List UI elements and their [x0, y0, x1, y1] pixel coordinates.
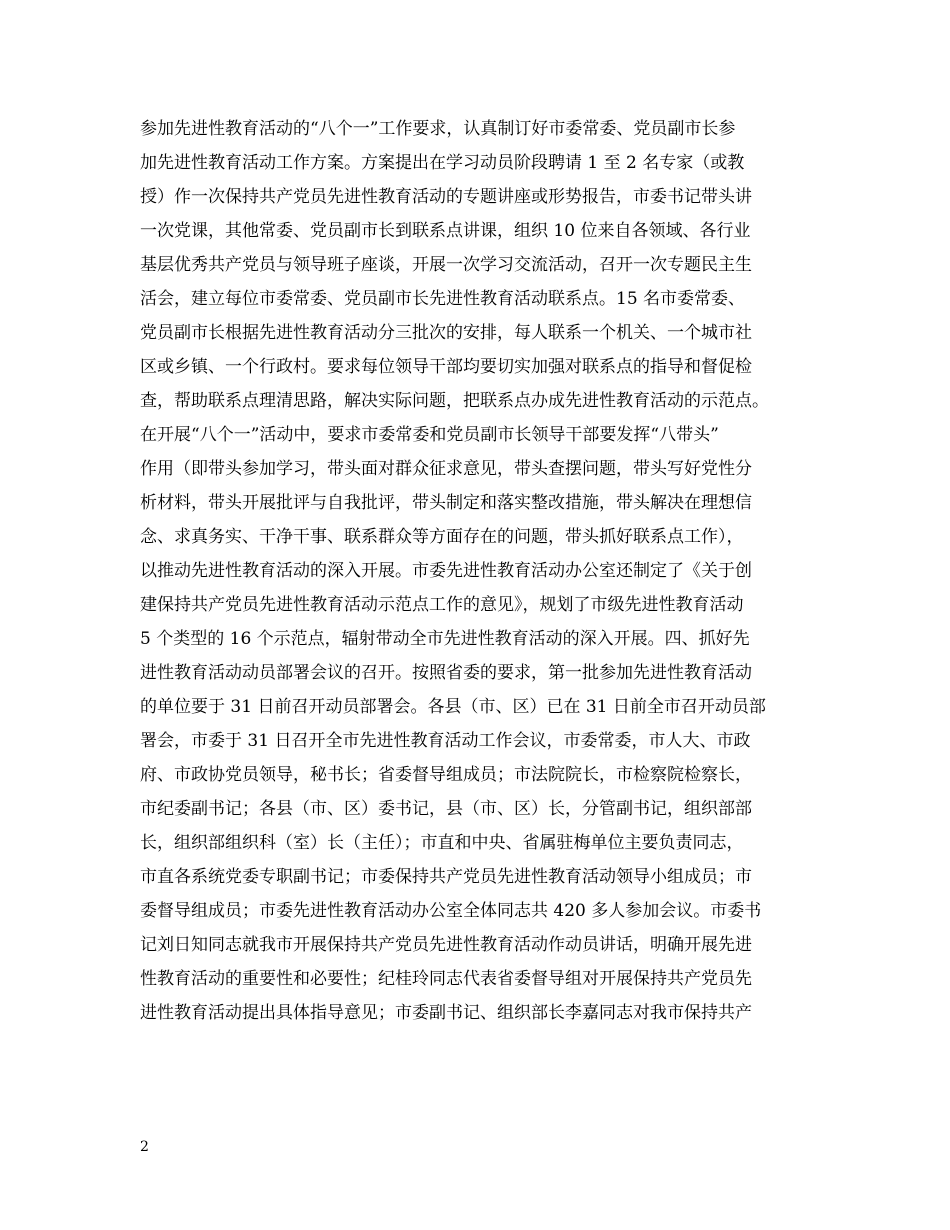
text-line: 授）作一次保持共产党员先进性教育活动的专题讲座或形势报告，市委书记带头讲	[140, 187, 752, 207]
text-line: 性教育活动的重要性和必要性；纪桂玲同志代表省委督导组对开展保持共产党员先	[140, 969, 752, 989]
text-line: 进性教育活动提出具体指导意见；市委副书记、组织部长李嘉同志对我市保持共产	[140, 1003, 752, 1023]
text-line: 作用（即带头参加学习，带头面对群众征求意见，带头查摆问题，带头写好党性分	[140, 459, 752, 479]
text-line: 参加先进性教育活动的“八个一”工作要求，认真制订好市委常委、党员副市长参	[140, 119, 736, 139]
text-line: 进性教育活动动员部署会议的召开。按照省委的要求，第一批参加先进性教育活动	[140, 663, 752, 683]
text-line: 活会，建立每位市委常委、党员副市长先进性教育活动联系点。15 名市委常委、	[140, 289, 746, 309]
text-line: 的单位要于 31 日前召开动员部署会。各县（市、区）已在 31 日前全市召开动员部	[140, 697, 766, 717]
text-line: 府、市政协党员领导，秘书长；省委督导组成员；市法院院长，市检察院检察长，	[140, 765, 752, 785]
body-text	[140, 112, 830, 1030]
text-line: 基层优秀共产党员与领导班子座谈，开展一次学习交流活动，召开一次专题民主生	[140, 255, 752, 275]
text-line: 记刘日知同志就我市开展保持共产党员先进性教育活动作动员讲话，明确开展先进	[140, 935, 752, 955]
text-line: 查，帮助联系点理清思路，解决实际问题，把联系点办成先进性教育活动的示范点。	[140, 391, 769, 411]
text-line: 以推动先进性教育活动的深入开展。市委先进性教育活动办公室还制定了《关于创	[140, 561, 752, 581]
text-line: 市直各系统党委专职副书记；市委保持共产党员先进性教育活动领导小组成员；市	[140, 867, 752, 887]
text-line: 市纪委副书记；各县（市、区）委书记，县（市、区）长，分管副书记，组织部部	[140, 799, 752, 819]
text-line: 一次党课，其他常委、党员副市长到联系点讲课，组织 10 位来自各领域、各行业	[140, 221, 751, 241]
text-line: 5 个类型的 16 个示范点，辐射带动全市先进性教育活动的深入开展。四、抓好先	[140, 629, 750, 649]
text-line: 委督导组成员；市委先进性教育活动办公室全体同志共 420 多人参加会议。市委书	[140, 901, 762, 921]
text-line: 署会，市委于 31 日召开全市先进性教育活动工作会议，市委常委，市人大、市政	[140, 731, 751, 751]
text-line: 党员副市长根据先进性教育活动分三批次的安排，每人联系一个机关、一个城市社	[140, 323, 752, 343]
page-number: 2	[140, 1139, 149, 1155]
text-line: 建保持共产党员先进性教育活动示范点工作的意见》，规划了市级先进性教育活动	[140, 595, 744, 615]
text-line: 区或乡镇、一个行政村。要求每位领导干部均要切实加强对联系点的指导和督促检	[140, 357, 752, 377]
text-line: 念、求真务实、干净干事、联系群众等方面存在的问题，带头抓好联系点工作），	[140, 527, 744, 547]
text-line: 在开展“八个一”活动中，要求市委常委和党员副市长领导干部要发挥“八带头”	[140, 425, 719, 445]
text-line: 析材料，带头开展批评与自我批评，带头制定和落实整改措施，带头解决在理想信	[140, 493, 752, 513]
text-line: 加先进性教育活动工作方案。方案提出在学习动员阶段聘请 1 至 2 名专家（或教	[140, 153, 745, 173]
text-line: 长，组织部组织科（室）长（主任）；市直和中央、省属驻梅单位主要负责同志，	[140, 833, 744, 853]
